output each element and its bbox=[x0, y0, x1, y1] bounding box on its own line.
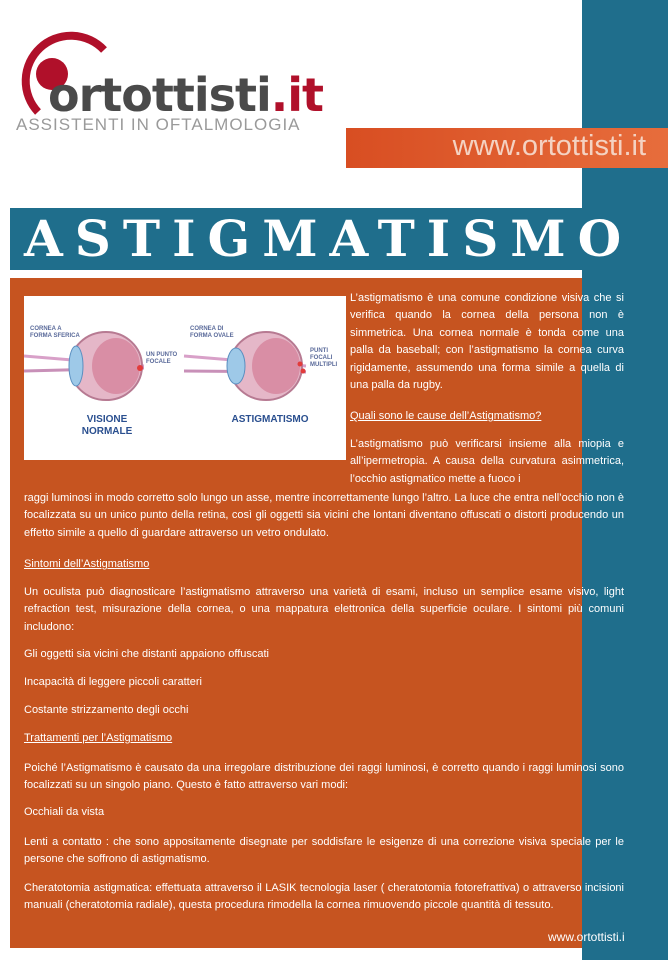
causes-heading: Quali sono le cause dell’Astigmatismo? bbox=[350, 410, 542, 422]
intro-text: L’astigmatismo è una comune condizione visiva che si verifica quando la cornea della persona non è simmetrica. Una cornea normale è tonda come una palla da baseball; con l’astigmatismo la cornea curva rigidamente, assumendo una forma simile a quella di una palla da rugby. bbox=[350, 292, 624, 392]
normal-vision-label: VISIONE NORMALE bbox=[81, 414, 133, 437]
causes-text-full: raggi luminosi in modo corretto solo lungo un asse, mentre incorrettamente lungo l’altro. La luce che entra nell’occhio non è focalizzata su un unico punto della retina, così gli oggetti sia vicini che lontani diventano offuscati o distorti producendo un effetto simile a quello di guardare attraverso un vetro ondulato. bbox=[24, 492, 624, 539]
treatments-heading: Trattamenti per l’Astigmatismo bbox=[24, 732, 173, 744]
right-note: CORNEA DI FORMA OVALE bbox=[190, 326, 234, 339]
symptom-item: Incapacità di leggere piccoli caratteri bbox=[24, 676, 202, 688]
treatment-item: Occhiali da vista bbox=[24, 806, 105, 818]
left-note: CORNEA A FORMA SFERICA bbox=[30, 326, 80, 339]
ortottisti-logo[interactable] bbox=[8, 30, 323, 140]
logo-subtitle: ASSISTENTI IN OFTALMOLOGIA bbox=[16, 115, 301, 134]
website-url[interactable]: www.ortottisti.it bbox=[452, 130, 646, 162]
symptoms-text: Un oculista può diagnosticare l’astigmatismo attraverso una varietà di esami, incluso un semplice esame visivo, light refraction test, misurazione della cornea, o una mappatura elettronica della superficie oculare. I sintomi più comuni includono: bbox=[24, 586, 624, 633]
symptom-item: Gli oggetti sia vicini che distanti appaiono offuscati bbox=[24, 648, 269, 660]
page-title: ASTIGMATISMO bbox=[24, 209, 634, 268]
treatment-item: Lenti a contatto : che sono appositamente disegnate per soddisfare le esigenze di una correzione visiva speciale per le persone che soffrono di astigmatismo. bbox=[24, 836, 624, 866]
symptoms-heading: Sintomi dell’Astigmatismo bbox=[24, 558, 150, 570]
right-focal-note: PUNTI FOCALI MULTIPLI bbox=[310, 348, 338, 368]
treatment-item: Cheratotomia astigmatica: effettuata attraverso il LASIK tecnologia laser ( cheratotomia fotorefrattiva) o attraverso incisioni manuali (cheratotomia radiale), questa procedura rimodella la cornea rimuovendo piccole quantità di tessuto. bbox=[24, 882, 624, 912]
logo-text: ortottisti.it bbox=[48, 68, 323, 122]
left-focal-note: UN PUNTO FOCALE bbox=[146, 352, 178, 365]
treatments-text: Poiché l’Astigmatismo è causato da una irregolare distribuzione dei raggi luminosi, è corretto quando i raggi luminosi sono focalizzati su un singolo piano. Questo è fatto attraverso vari modi: bbox=[24, 762, 624, 792]
website-banner[interactable] bbox=[346, 128, 668, 168]
symptom-item: Costante strizzamento degli occhi bbox=[24, 704, 189, 716]
eye-illustration bbox=[24, 296, 346, 460]
title-band bbox=[10, 208, 668, 270]
footer-website-url[interactable]: www.ortottisti.i bbox=[548, 930, 625, 944]
causes-text-right: L’astigmatismo può verificarsi insieme alla miopia e all’ipermetropia. A causa della curvatura asimmetrica, l’occhio astigmatico mette a fuoco i bbox=[350, 438, 624, 485]
astigmatism-label: ASTIGMATISMO bbox=[231, 414, 309, 425]
